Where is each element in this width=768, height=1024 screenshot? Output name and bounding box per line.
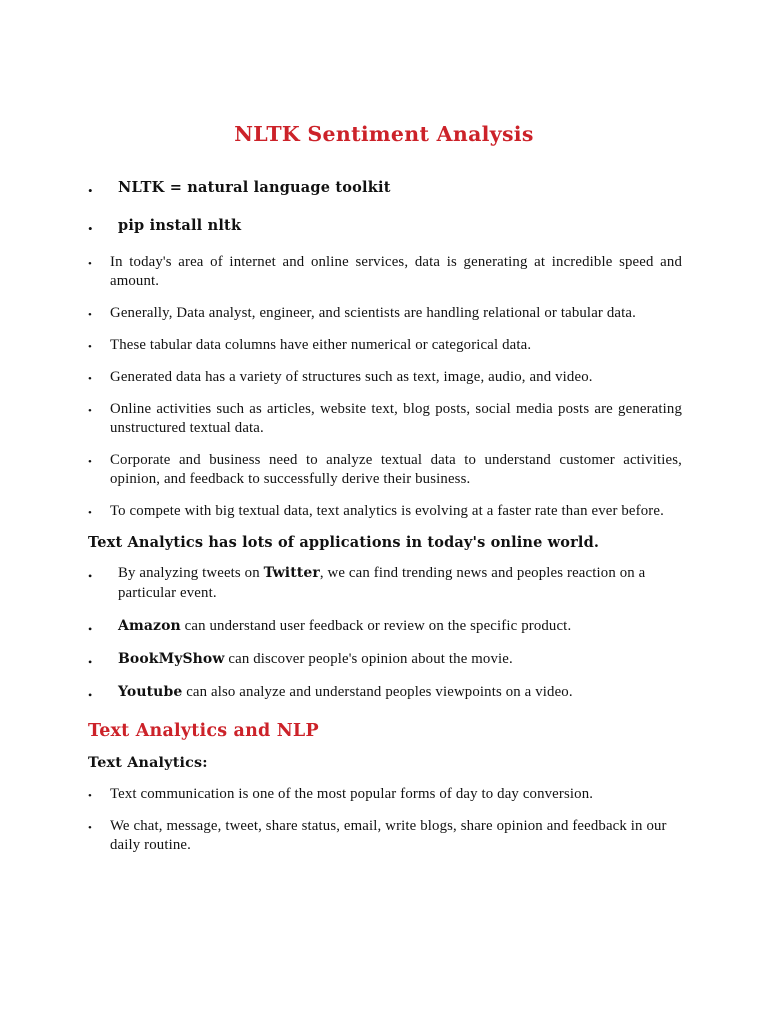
list-item-text: Text communication is one of the most popular forms of day to day conversion. [110, 785, 594, 802]
list-item [88, 400, 682, 438]
list-item [88, 368, 682, 387]
list-item-text: NLTK = natural language toolkit [118, 179, 391, 196]
page-title: NLTK Sentiment Analysis [234, 122, 534, 146]
list-item [88, 451, 682, 489]
nlp-bullet-list [88, 785, 682, 855]
applications-list [88, 564, 682, 702]
list-item [88, 336, 682, 355]
intro-bullet-list [88, 178, 682, 235]
list-item [88, 650, 682, 669]
bullet-point-icon: • [88, 340, 92, 353]
bullet-point-icon: • [88, 621, 93, 636]
list-item-text [118, 683, 682, 702]
list-item-text: These tabular data columns have either numerical or categorical data. [110, 336, 532, 353]
list-item-text: In today's area of internet and online services, data is generating at incredible speed and amount. [110, 254, 682, 290]
bullet-point-icon: • [88, 183, 93, 198]
sub-heading-text-analytics: Text Analytics: [88, 755, 208, 772]
bullet-point-icon: • [88, 309, 92, 321]
bullet-point-icon: • [88, 506, 92, 519]
bullet-point-icon: • [88, 821, 92, 834]
list-item [88, 216, 682, 236]
text-suffix: can understand user feedback or review on the specific product. [180, 617, 572, 634]
bullet-point-icon: • [88, 220, 93, 236]
list-item [88, 253, 682, 291]
bullet-point-icon: • [88, 372, 92, 385]
list-item [88, 304, 682, 323]
list-item-text [118, 617, 682, 636]
body-bullet-list [88, 253, 682, 520]
list-item [88, 178, 682, 198]
list-item-text: Generally, Data analyst, engineer, and scientists are handling relational or tabular data. [110, 305, 636, 321]
section-heading-text-analytics-and-nlp: Text Analytics and NLP [88, 720, 319, 741]
bullet-point-icon: • [88, 258, 92, 271]
list-item [88, 617, 682, 636]
brand-name: Youtube [118, 684, 183, 701]
text-suffix: , we can find trending news and peoples reaction on a particular event. [118, 565, 646, 601]
list-item [88, 817, 682, 855]
applications-lead-in: Text Analytics has lots of applications in today's online world. [88, 533, 600, 551]
text-suffix: can also analyze and understand peoples viewpoints on a video. [182, 684, 573, 701]
list-item-text [118, 650, 682, 669]
bullet-point-icon: • [88, 789, 92, 802]
bullet-point-icon: • [88, 688, 93, 703]
list-item [88, 683, 682, 702]
list-item-text: To compete with big textual data, text analytics is evolving at a faster rate than ever before. [110, 502, 664, 519]
list-item-text [118, 564, 682, 602]
list-item-text: Online activities such as articles, website text, blog posts, social media posts are generating unstructured textual data. [110, 400, 682, 436]
document-body [88, 178, 682, 868]
list-item-text: Generated data has a variety of structures such as text, image, audio, and video. [110, 368, 593, 385]
text-prefix: By analyzing tweets on [118, 565, 264, 582]
list-item-text: We chat, message, tweet, share status, email, write blogs, share opinion and feedback in our daily routine. [110, 817, 667, 853]
brand-name: Amazon [118, 617, 181, 634]
list-item [88, 502, 682, 521]
bullet-point-icon: • [88, 569, 93, 584]
list-item-text: pip install nltk [118, 216, 242, 234]
list-item [88, 564, 682, 602]
bullet-point-icon: • [88, 404, 92, 417]
bullet-point-icon: • [88, 655, 93, 670]
bullet-point-icon: • [88, 455, 92, 468]
text-suffix: can discover people's opinion about the movie. [224, 651, 513, 668]
brand-name: Twitter [263, 565, 320, 582]
brand-name: BookMyShow [118, 651, 225, 668]
list-item [88, 785, 682, 804]
list-item-text: Corporate and business need to analyze textual data to understand customer activities, opinion, and feedback to successfully derive their business. [110, 451, 682, 487]
